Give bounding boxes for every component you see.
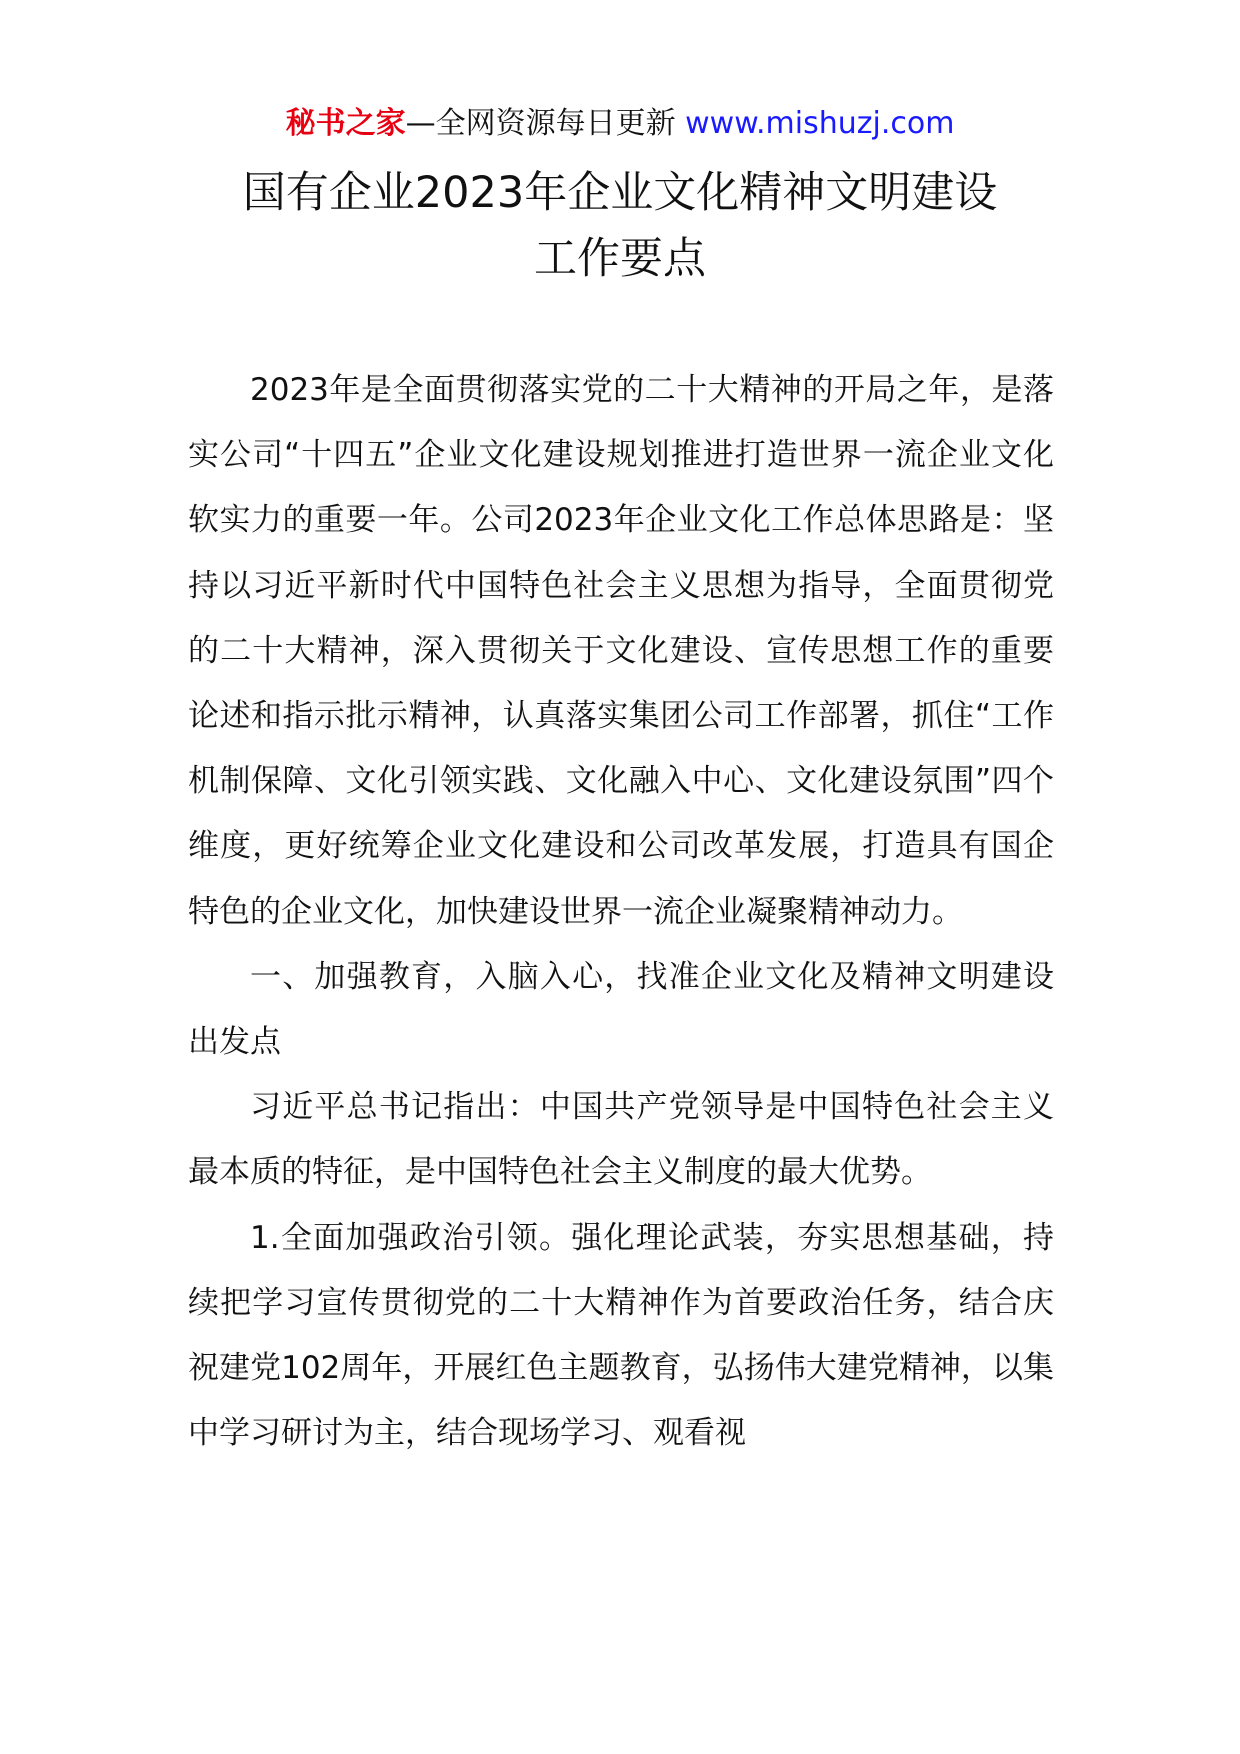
header-slogan: —全网资源每日更新 <box>405 106 676 141</box>
watermark-header <box>0 100 1240 148</box>
section-heading-1: 一、加强教育，入脑入心，找准企业文化及精神文明建设出发点 <box>188 958 1054 1061</box>
item-paragraph-1: 1.全面加强政治引领。强化理论武装，夯实思想基础，持续把学习宣传贯彻党的二十大精神作为首要政治任务，结合庆祝建党102周年，开展红色主题教育，弘扬伟大建党精神，以集中学习研讨为主，结合现场学习、观看视 <box>188 1219 1054 1452</box>
document-title <box>160 160 1080 292</box>
intro-paragraph: 2023年是全面贯彻落实党的二十大精神的开局之年，是落实公司“十四五”企业文化建设规划推进打造世界一流企业文化软实力的重要一年。公司2023年企业文化工作总体思路是：坚持以习近平新时代中国特色社会主义思想为指导，全面贯彻党的二十大精神，深入贯彻关于文化建设、宣传思想工作的重要论述和指示批示精神，认真落实集团公司工作部署，抓住“工作机制保障、文化引领实践、文化融入中心、文化建设氛围”四个维度，更好统筹企业文化建设和公司改革发展，打造具有国企特色的企业文化，加快建设世界一流企业凝聚精神动力。 <box>188 372 1054 930</box>
title-line-1: 国有企业2023年企业文化精神文明建设 <box>242 168 998 218</box>
document-body <box>188 358 1054 1466</box>
site-url-link[interactable]: www.mishuzj.com <box>685 106 955 141</box>
brand-name: 秘书之家 <box>285 106 406 141</box>
title-line-2: 工作要点 <box>534 234 706 284</box>
quote-paragraph: 习近平总书记指出：中国共产党领导是中国特色社会主义最本质的特征，是中国特色社会主义制度的最大优势。 <box>188 1089 1054 1191</box>
